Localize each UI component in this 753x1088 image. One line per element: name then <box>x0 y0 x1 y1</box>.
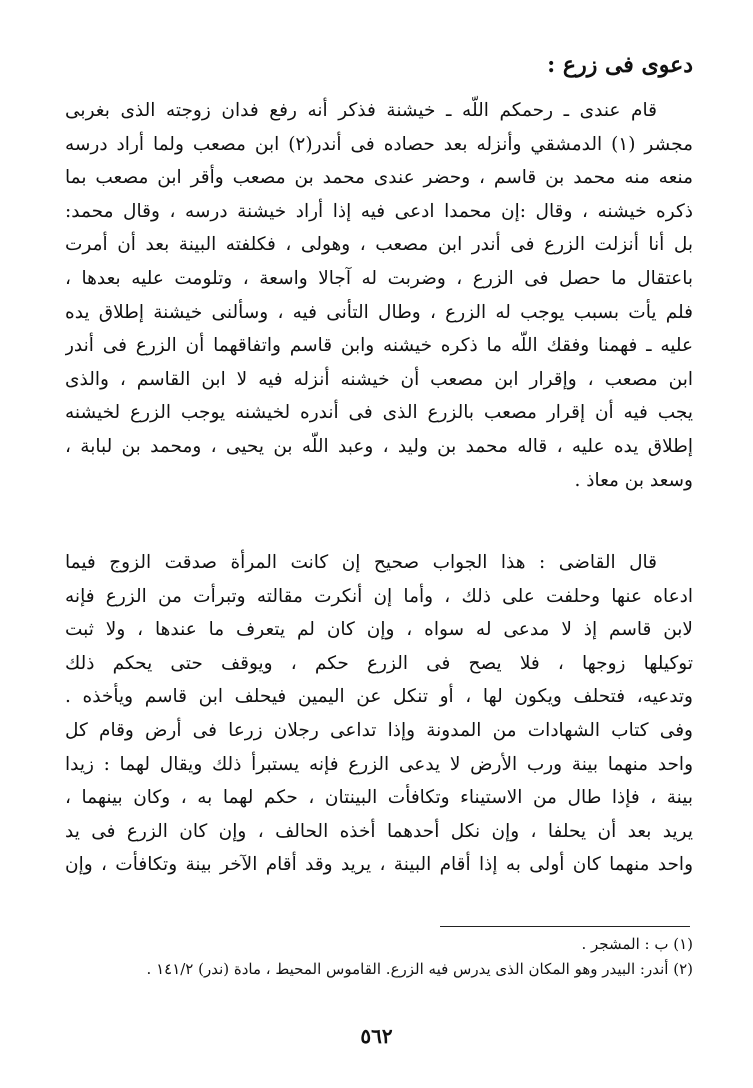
text-line: توكيلها زوجها ، فلا يصح فى الزرع حكم ، ويوقف حتى يحكم ذلك <box>65 652 693 674</box>
text-line: لابن قاسم إذ لا مدعى له سواه ، وإن كان لم يتعرف ما عندها ، ولا ثبت <box>65 619 693 641</box>
text-line: ابن مصعب ، وإقرار ابن مصعب أن خيشنه أنزله فيه لا ابن القاسم ، والذى <box>65 368 693 390</box>
text-line: بينة ، فإذا طال من الاستيناء وتكافأت البينتان ، حكم لهما به ، وكان بينهما ، <box>65 787 693 809</box>
section-heading: دعوى فى زرع : <box>547 52 693 78</box>
text-line: ذكره خيشنه ، وقال :إن محمدا ادعى فيه إذا أراد خيشنة درسه ، وقال محمد: <box>65 200 693 222</box>
text-line: عليه ـ فهمنا وفقك اللّه ما ذكره خيشنه وابن قاسم واتفاقهما أن الزرع فى أندر <box>65 335 693 357</box>
footnote: (٢) أندر: البيدر وهو المكان الذى يدرس فيه الزرع. القاموس المحيط ، مادة (ندر) ١٤١/٢ . <box>146 960 693 978</box>
footnotes <box>65 932 693 982</box>
page-number: ٥٦٢ <box>360 1024 393 1048</box>
text-line: واحد منهما بينة ورب الأرض لا يدعى الزرع فإنه يستبرأ ذلك ويقال لهما : زيدا <box>65 753 693 775</box>
text-line: يجب فيه أن إقرار مصعب بالزرع الذى فى أندره لخيشنه يوجب الزرع لخيشنه <box>65 402 693 424</box>
text-line: ادعاه عنها وحلفت على ذلك ، وأما إن أنكرت مقالته وتبرأت من الزرع فإنه <box>65 585 693 607</box>
text-line: فلم يأت بسبب يوجب له الزرع ، وطال التأنى فيه ، وسألنى خيشنة إطلاق يده <box>65 301 693 323</box>
text-line: وفى كتاب الشهادات من المدونة وإذا تداعى رجلان زرعا فى أرض وقام كل <box>65 719 693 741</box>
text-line: يريد بعد أن يحلفا ، وإن نكل أحدهما أخذه الحالف ، وإن كان الزرع فى يد <box>65 820 693 842</box>
text-line: قال القاضى : هذا الجواب صحيح إن كانت المرأة صدقت الزوج فيما <box>65 552 657 573</box>
text-line: إطلاق يده عليه ، قاله محمد بن وليد ، وعبد اللّه بن يحيى ، ومحمد بن لبابة ، <box>65 435 693 457</box>
text-line: باعتقال ما حصل فى الزرع ، وضربت له آجالا واسعة ، وتلومت عليه بعدها ، <box>65 267 693 289</box>
text-line: واحد منهما كان أولى به إذا أقام البينة ، يريد وقد أقام الآخر بينة وتكافأت ، وإن <box>65 854 693 876</box>
paragraph-claim <box>65 94 693 497</box>
text-line: وتدعيه، فتحلف ويكون لها ، أو تنكل عن اليمين فيحلف ابن قاسم ويأخذه . <box>65 686 693 708</box>
text-line: منعه منه محمد بن قاسم ، وحضر عندى محمد بن مصعب وأقر ابن مصعب بما <box>65 167 693 189</box>
paragraph-judge-ruling <box>65 546 693 882</box>
text-line: قام عندى ـ رحمكم اللّه ـ خيشنة فذكر أنه رفع فدان زوجته الذى بغربى <box>65 100 657 121</box>
text-line: مجشر (١) الدمشقي وأنزله بعد حصاده فى أندر(٢) ابن مصعب ولما أراد درسه <box>65 133 693 155</box>
text-line: بل أنا أنزلت الزرع فى أندر ابن مصعب ، وهولى ، فكلفته البينة بعد أن أمرت <box>65 234 693 256</box>
footnote: (١) ب : المشجر . <box>581 935 693 953</box>
footnote-divider <box>440 926 690 927</box>
text-line: وسعد بن معاذ . <box>574 469 693 491</box>
